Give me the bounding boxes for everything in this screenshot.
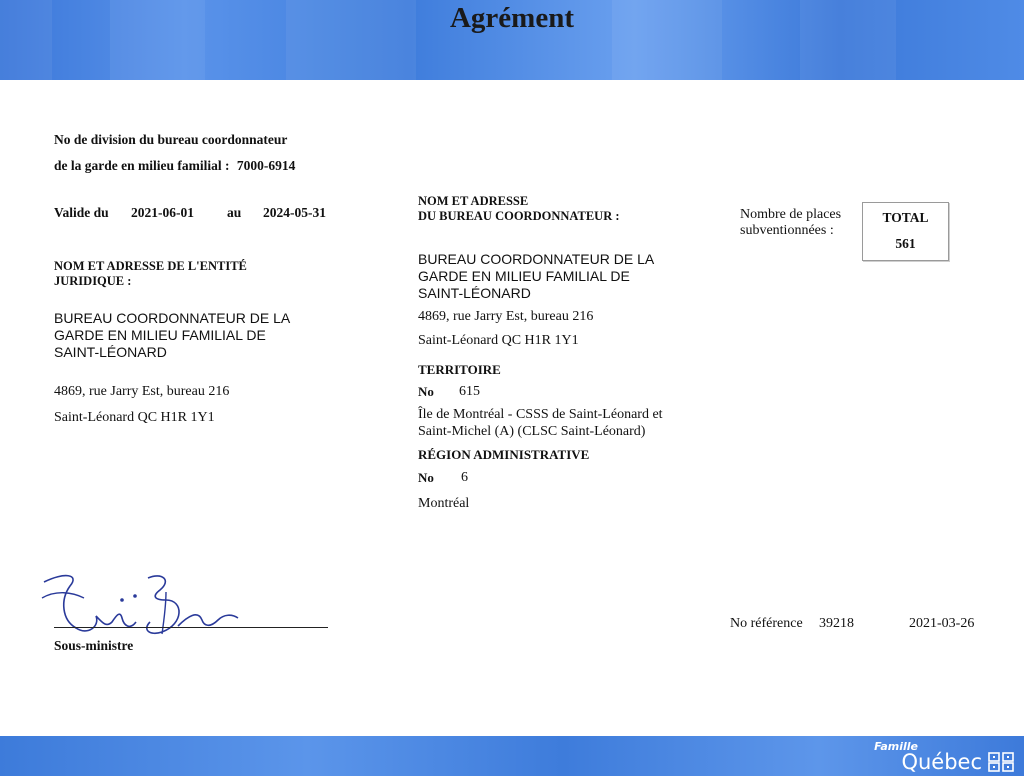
division-label-line2: [54, 157, 295, 174]
total-label: TOTAL: [882, 210, 929, 225]
legal-entity-heading-line2: JURIDIQUE :: [54, 274, 132, 288]
total-value: 561: [895, 236, 916, 251]
places-label-line1: Nombre de places: [740, 207, 842, 222]
office-street: 4869, rue Jarry Est, bureau 216: [418, 309, 594, 324]
office-heading: [418, 194, 620, 224]
legal-entity-name-line: BUREAU COORDONNATEUR DE LA: [54, 310, 291, 326]
legal-entity-street: 4869, rue Jarry Est, bureau 216: [54, 384, 230, 399]
legal-entity-name-line: GARDE EN MILIEU FAMILIAL DE: [54, 327, 266, 343]
validity-start: 2021-06-01: [131, 205, 194, 220]
places-label-line2: subventionnées :: [740, 223, 834, 238]
signature-caption: Sous-ministre: [54, 638, 134, 653]
office-name-line: GARDE EN MILIEU FAMILIAL DE: [418, 268, 630, 284]
logo-big-text: Québec: [901, 750, 982, 774]
famille-quebec-logo: [866, 738, 1016, 776]
office-name: [418, 251, 654, 302]
territory-no-label: No: [418, 384, 434, 399]
office-heading-line2: DU BUREAU COORDONNATEUR :: [418, 209, 620, 223]
territory-line1: Île de Montréal - CSSS de Saint-Léonard et: [418, 407, 663, 422]
region-heading: RÉGION ADMINISTRATIVE: [418, 447, 590, 462]
legal-entity-name: [54, 310, 290, 361]
division-number: 7000-6914: [236, 158, 296, 173]
validity-label: Valide du: [54, 205, 109, 220]
region-no-value: 6: [461, 470, 468, 485]
validity-end: 2024-05-31: [263, 205, 326, 220]
territory-line2: Saint-Michel (A) (CLSC Saint-Léonard): [418, 424, 646, 439]
office-city: Saint-Léonard QC H1R 1Y1: [418, 333, 579, 348]
office-name-line: BUREAU COORDONNATEUR DE LA: [418, 251, 655, 267]
region-no-label: No: [418, 470, 434, 485]
territory-heading: TERRITOIRE: [418, 362, 501, 377]
legal-entity-city: Saint-Léonard QC H1R 1Y1: [54, 410, 215, 425]
division-label-line1: No de division du bureau coordonnateur: [54, 132, 288, 147]
reference-number: 39218: [819, 616, 854, 631]
signature-line: [54, 627, 328, 628]
territory-no-value: 615: [459, 384, 480, 399]
total-places-box: [862, 202, 949, 261]
division-label: de la garde en milieu familial :: [54, 158, 230, 173]
fleurdelise-flag-icon: [988, 752, 1014, 772]
reference-label: No référence: [730, 616, 803, 631]
legal-entity-heading: [54, 259, 247, 289]
region-name: Montréal: [418, 496, 470, 511]
office-name-line: SAINT-LÉONARD: [418, 285, 531, 301]
office-heading-line1: NOM ET ADRESSE: [418, 194, 529, 208]
validity-between: au: [227, 205, 242, 220]
reference-date: 2021-03-26: [909, 616, 975, 631]
logo-small-text: Famille: [874, 740, 918, 753]
legal-entity-name-line: SAINT-LÉONARD: [54, 344, 167, 360]
page-title: Agrément: [449, 2, 574, 34]
legal-entity-heading-line1: NOM ET ADRESSE DE L'ENTITÉ: [54, 259, 247, 273]
